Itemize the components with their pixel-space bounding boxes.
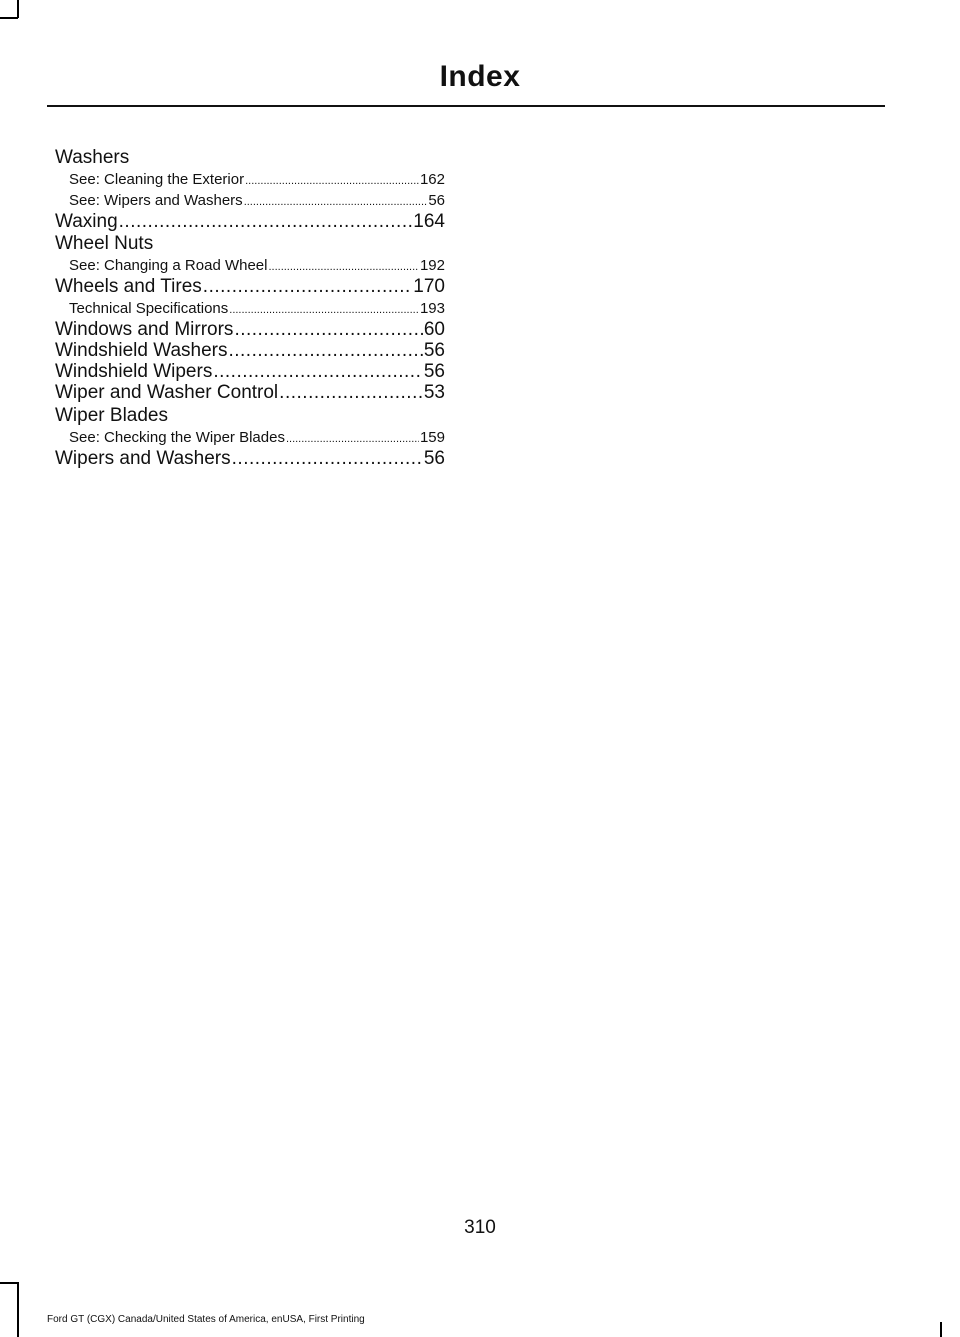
dot-leader bbox=[232, 448, 423, 469]
entry-page: 60 bbox=[423, 318, 445, 340]
crop-mark-bottom-left-horizontal bbox=[0, 1282, 18, 1284]
entry-page: 159 bbox=[419, 428, 445, 446]
entry-label: Windshield Wipers bbox=[55, 361, 213, 383]
index-entry[interactable] bbox=[55, 169, 445, 190]
index-entry[interactable] bbox=[55, 255, 445, 276]
index-entry[interactable] bbox=[55, 340, 445, 361]
entry-label: Wheels and Tires bbox=[55, 276, 202, 298]
index-entry[interactable] bbox=[55, 298, 445, 319]
entry-label: Windshield Washers bbox=[55, 339, 228, 361]
crop-mark-top-left-vertical bbox=[17, 0, 19, 18]
entry-label: Waxing bbox=[55, 211, 118, 232]
dot-leader bbox=[119, 211, 413, 232]
entry-page: 193 bbox=[419, 299, 445, 317]
dot-leader bbox=[234, 319, 422, 340]
dot-leader bbox=[244, 190, 428, 213]
crop-mark-bottom-right-vertical bbox=[940, 1322, 942, 1337]
index-entry[interactable] bbox=[55, 319, 445, 340]
dot-leader bbox=[286, 427, 419, 450]
index-heading-wheel-nuts: Wheel Nuts bbox=[55, 233, 154, 255]
entry-label: Wipers and Washers bbox=[55, 447, 231, 469]
entry-label: See: Checking the Wiper Blades bbox=[69, 428, 285, 446]
dot-leader bbox=[228, 340, 422, 361]
dot-leader bbox=[245, 169, 419, 192]
entry-page: 53 bbox=[423, 382, 445, 404]
index-heading-wiper-blades: Wiper Blades bbox=[55, 404, 168, 426]
entry-page: 56 bbox=[428, 192, 445, 209]
dot-leader bbox=[279, 382, 423, 403]
index-entry[interactable] bbox=[55, 190, 445, 211]
index-entry[interactable] bbox=[55, 427, 445, 448]
entry-label: See: Changing a Road Wheel bbox=[69, 257, 268, 275]
index-heading-washers: Washers bbox=[55, 147, 130, 168]
page-number: 310 bbox=[464, 1217, 496, 1238]
dot-leader bbox=[203, 276, 413, 297]
entry-page: 192 bbox=[419, 257, 445, 275]
crop-mark-top-left-horizontal bbox=[0, 17, 18, 19]
index-entry[interactable] bbox=[55, 361, 445, 382]
entry-page: 56 bbox=[423, 361, 445, 383]
dot-leader bbox=[268, 255, 419, 278]
entry-page: 170 bbox=[413, 276, 445, 298]
crop-mark-bottom-left-vertical bbox=[17, 1282, 19, 1337]
header-rule bbox=[47, 105, 885, 107]
entry-page: 56 bbox=[423, 339, 445, 361]
index-entry[interactable] bbox=[55, 448, 445, 469]
entry-label: Windows and Mirrors bbox=[55, 318, 234, 340]
dot-leader bbox=[213, 361, 423, 382]
entry-page: 56 bbox=[423, 447, 445, 469]
index-list bbox=[55, 146, 445, 469]
index-entry[interactable] bbox=[55, 276, 445, 297]
entry-page: 164 bbox=[413, 211, 445, 232]
entry-label: See: Cleaning the Exterior bbox=[69, 171, 245, 188]
footer-text: Ford GT (CGX) Canada/United States of America, enUSA, First Printing bbox=[47, 1314, 365, 1325]
entry-label: Wiper and Washer Control bbox=[55, 382, 279, 404]
index-entry[interactable] bbox=[55, 211, 445, 232]
dot-leader bbox=[229, 298, 419, 321]
entry-label: See: Wipers and Washers bbox=[69, 192, 243, 209]
page-title: Index bbox=[439, 60, 521, 93]
index-entry[interactable] bbox=[55, 382, 445, 403]
entry-label: Technical Specifications bbox=[69, 299, 229, 317]
entry-page: 162 bbox=[419, 171, 445, 188]
